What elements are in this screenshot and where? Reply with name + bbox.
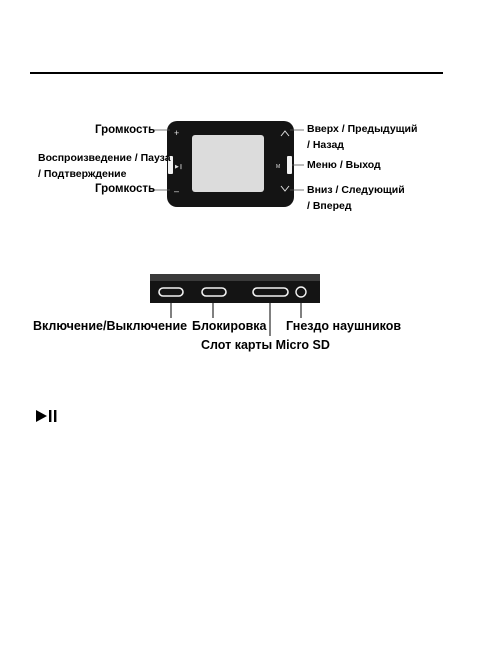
up-prev-label-line2: / Назад	[307, 139, 344, 151]
device-play-glyph: ▶❙	[175, 164, 184, 170]
play-pause-label-line1: Воспроизведение / Пауза	[38, 152, 171, 164]
volume-up-label: Громкость	[95, 124, 156, 136]
device-right-button	[287, 156, 292, 174]
menu-exit-label: Меню / Выход	[307, 159, 381, 171]
device-m-glyph: M	[276, 164, 281, 170]
down-next-label-line1: Вниз / Следующий	[307, 184, 405, 196]
volume-down-label: Громкость	[95, 183, 156, 195]
device-plus-glyph: +	[174, 128, 180, 138]
sd-slot-label: Слот карты Micro SD	[201, 338, 330, 352]
device-screen	[192, 135, 264, 192]
device-minus-glyph: –	[174, 186, 180, 196]
power-label: Включение/Выключение	[33, 319, 188, 333]
headphones-label: Гнездо наушников	[286, 319, 402, 333]
play-pause-icon	[36, 409, 60, 423]
lock-label: Блокировка	[192, 319, 267, 333]
down-next-label-line2: / Вперед	[307, 200, 352, 212]
side-body	[150, 281, 320, 303]
play-pause-label-line2: / Подтверждение	[38, 168, 127, 180]
up-prev-label-line1: Вверх / Предыдущий	[307, 123, 418, 135]
